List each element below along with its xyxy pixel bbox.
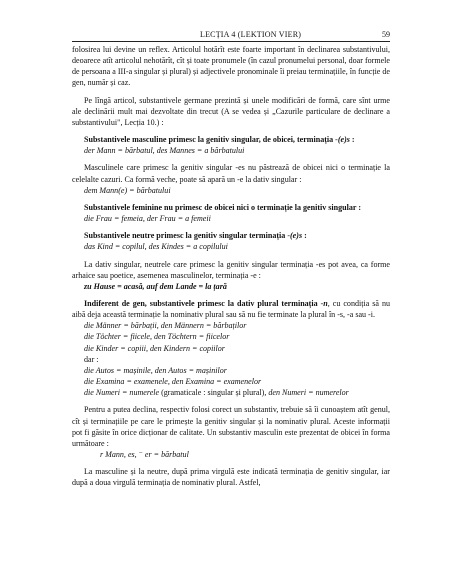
rule-neuter-genitive <box>72 230 390 241</box>
rule-ending: -(e)s <box>335 135 350 145</box>
rule-ending: -n <box>320 298 328 308</box>
example-dictionary-entry: r Mann, es, ⁻ er = bărbatul <box>100 450 189 459</box>
paragraph-masculine-dative: Masculinele care primesc la genitiv singular -es nu păstrează de obicei nici o terminație la celelalte cazuri. Ca formă veche, poate să apară un -e la dativ singular : <box>72 163 390 184</box>
example-plural-6 <box>72 387 390 398</box>
example-neuter: das Kind = copilul, des Kindes = a copilului <box>84 242 228 252</box>
example-masculine: der Mann = bărbatul, des Mannes = a bărbatului <box>84 146 245 156</box>
rule-ending: -(e)s <box>287 231 303 241</box>
example-dative-e: dem Mann(e) = bărbatului <box>84 185 171 195</box>
rule-masculine-genitive <box>72 134 390 145</box>
paragraph-modificari: Pe lîngă articol, substantivele germane prezintă și unele modificări de formă, care sînt urme ale declinării mult mai dezvoltate din trecut (A se vedea și „Cazurile particulare de declinare a substantivului", Lecția 10.) : <box>72 95 390 127</box>
example-feminine: die Frau = femeia, der Frau = a femeii <box>84 214 211 224</box>
paragraph-neuter-dative: La dativ singular, neutrele care primesc la genitiv singular terminația -es pot avea, ca forme arhaice sau poetice, asemenea masculinelor, terminația -e : <box>72 259 390 280</box>
example-plural-5: die Examina = examenele, den Examina = examenelor <box>84 377 262 387</box>
rule-colon: : <box>302 231 307 241</box>
example-note: (gramaticale : singular și plural) <box>161 388 265 398</box>
rule-colon: : <box>349 135 355 145</box>
example-plural-3: die Kinder = copiii, den Kindern = copiilor <box>84 343 225 353</box>
example-but: dar : <box>84 354 99 364</box>
example-plural-1: die Männer = bărbații, den Männern = bărbaților <box>84 321 247 331</box>
example-plural-4: die Autos = mașinile, den Autos = mașinilor <box>84 365 227 375</box>
rule-text: Substantivele neutre primesc la genitiv singular terminația <box>84 231 288 241</box>
paragraph-articol: folosirea lui devine un reflex. Articolul hotărît este foarte important în declinarea substantivului, deoarece atît articolul nehotărît, cît și toate pronumele (în cazul pronumelui personal, doar formele de persoana a III-a singular și plural) și adjectivele pronominale îi preiau terminațiile, în funcție de gen, număr și caz. <box>72 45 390 88</box>
example-plural-2: die Töchter = fiicele, den Töchtern = fiicelor <box>84 332 230 342</box>
rule-feminine-genitive: Substantivele feminine nu primesc de obicei nici o terminație la genitiv singular : <box>84 202 362 212</box>
header-rule <box>72 41 390 42</box>
rule-condition: , cu condiția să nu aibă deja această terminație la nominativ plural sau să nu fie terminate la plural în -s, -a sau -i. <box>72 298 391 320</box>
example-part: die Numeri = numerele <box>84 388 162 398</box>
page-header <box>72 30 390 44</box>
example-part: , den Numeri = numerelor <box>264 388 349 398</box>
rule-text: Substantivele masculine primesc la genitiv singular, de obicei, terminația <box>84 135 336 145</box>
example-archaic-dative: zu Hause = acasă, auf dem Lande = la țară <box>84 281 227 291</box>
page-number: 59 <box>382 30 390 39</box>
running-title: LECȚIA 4 (LEKTION VIER) <box>200 30 302 39</box>
page-body <box>72 44 390 488</box>
paragraph-dictionary: Pentru a putea declina, respectiv folosi corect un substantiv, trebuie să îi cunoaștem atît genul, cît și terminațiile pe care le primește la genitiv singular și la nominativ plural. Aceste informații pot fi găsite în orice dicționar de calitate. Un substantiv masculin este prezentat de obicei în forma următoare : <box>72 405 390 448</box>
rule-text: Indiferent de gen, substantivele primesc la dativ plural terminația <box>84 298 321 308</box>
rule-dative-plural <box>72 298 390 320</box>
paragraph-final: La masculine și la neutre, după prima virgulă este indicată terminația de genitiv singular, iar după a doua virgulă terminația de nominativ plural. Astfel, <box>72 467 390 488</box>
